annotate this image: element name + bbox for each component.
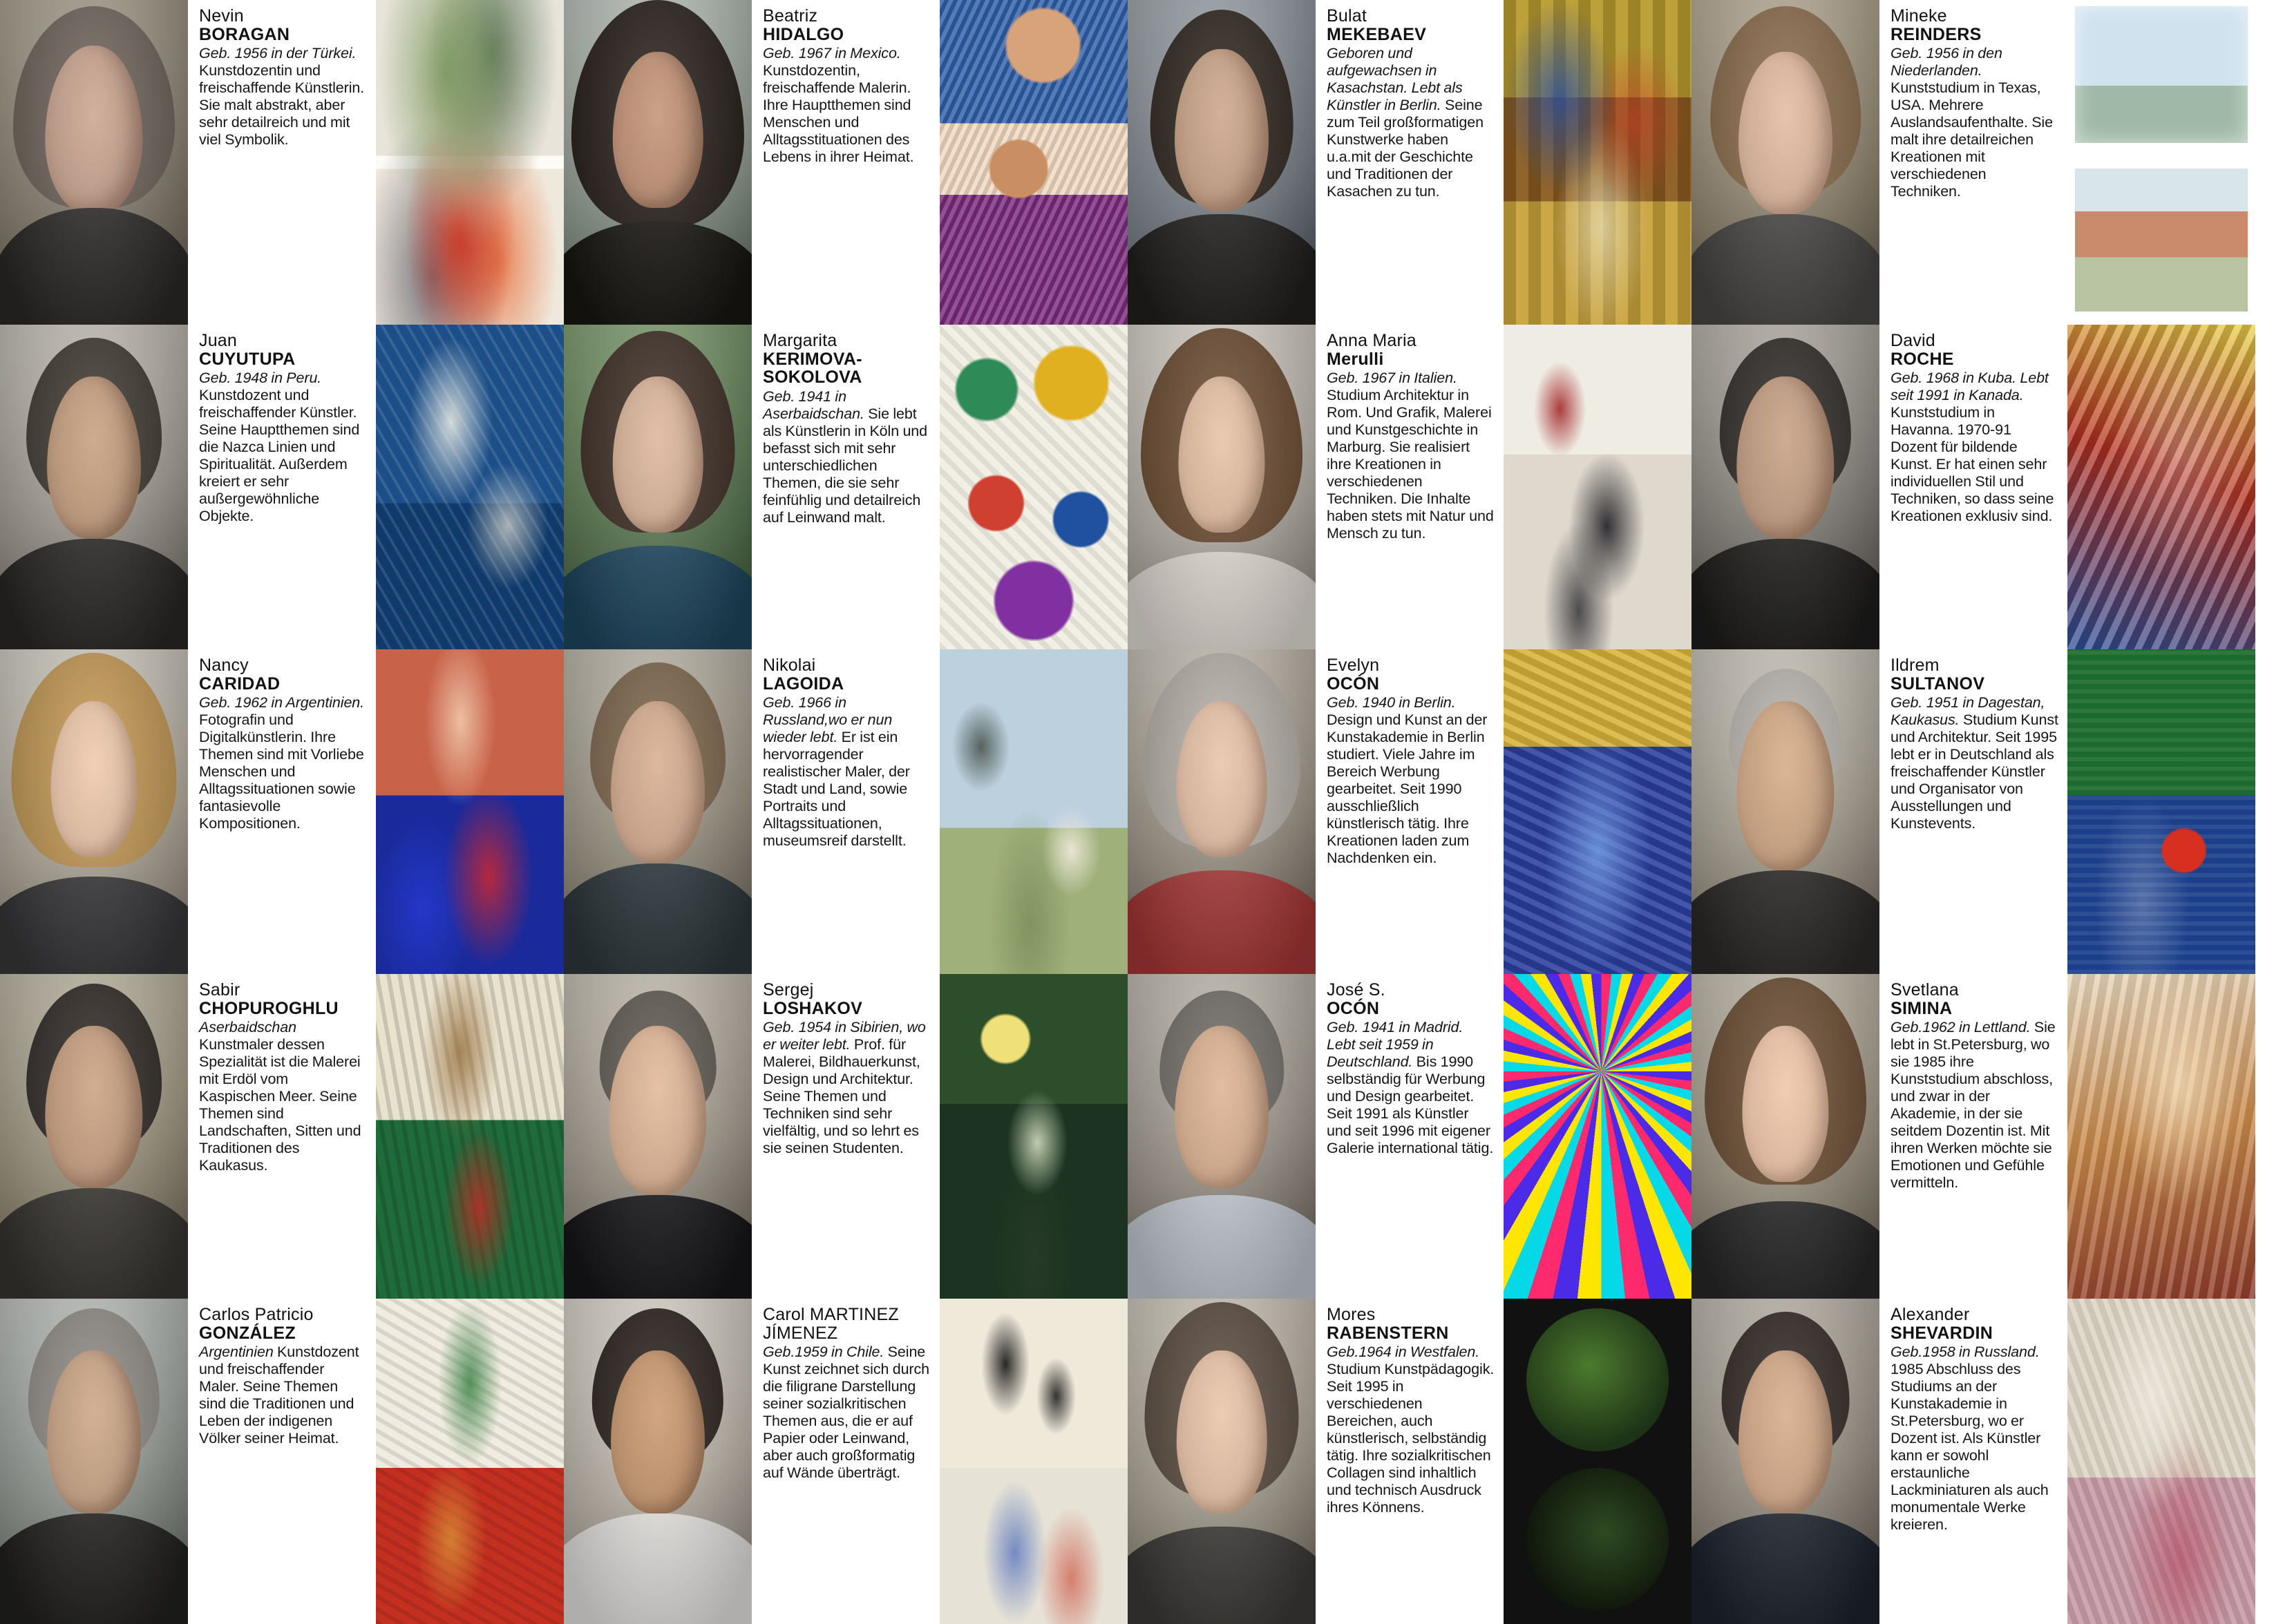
artist-entry-13 [752, 974, 940, 1299]
artwork-graphic-black-shapes [940, 1299, 1128, 1624]
artist-bio: Geb.1959 in Chile. Seine Kunst zeichnet sich durch die filigrane Darstellung seiner sozialkritischen Themen aus, die er auf Papier oder Leinwand, aber auch großformatig auf Wände überträgt. [763, 1344, 929, 1482]
artwork-cubist-figure-interior [1504, 0, 1692, 325]
portrait-ildrem-sultanov [1692, 649, 1879, 974]
artist-bio: Geb. 1968 in Kuba. Lebt seit 1991 in Kanada. Kunststudium in Havanna. 1970-91 Dozent für bildende Kunst. Er hat einen sehr individuellen Stil und Techniken, so dass seine Kreationen exklusiv sind. [1891, 370, 2054, 525]
artist-bio: Geb. 1941 in Aserbaidschan. Sie lebt als Künstlerin in Köln und befasst sich mit sehr unterschiedlichen Themen, die sie sehr feinfühlig und detailreich auf Leinwand malt. [763, 388, 928, 526]
artist-name: José S. OCÓN [1327, 980, 1385, 1018]
artist-entry-14 [1316, 974, 1504, 1299]
artwork-horsemen-ornament [376, 974, 564, 1299]
portrait-jose-s-ocon [1128, 974, 1316, 1299]
artist-bio: Geb. 1940 in Berlin. Design und Kunst an der Kunstakademie in Berlin studiert. Viele Jahre im Bereich Werbung gearbeitet. Seit 1990 ausschließlich künstlerisch tätig. Ihre Kreationen laden zum Nachdenken ein. [1327, 694, 1488, 867]
artist-bio: Geb. 1951 in Dagestan, Kaukasus. Studium Kunst und Architektur. Seit 1995 lebt er in Deutschland als freischaffender Künstler und Organisator von Ausstellungen und Kunstevents. [1891, 694, 2058, 832]
artwork-abstract-landscape-pair [376, 0, 564, 325]
portrait-sabir-chopuroghlu [0, 974, 188, 1299]
portrait-mores-rabenstern [1128, 1299, 1316, 1624]
artist-bio: Geb. 1966 in Russland,wo er nun wieder lebt. Er ist ein hervorragender realistischer Maler, der Stadt und Land, sowie Portraits und Alltagssituationen, museumsreif darstellt. [763, 694, 910, 850]
artist-name: Svetlana SIMINA [1891, 980, 1959, 1018]
portrait-beatriz-hidalgo [564, 0, 752, 325]
artist-name: Anna Maria Merulli [1327, 331, 1416, 369]
artist-name: Carlos Patricio GONZÁLEZ [199, 1305, 314, 1343]
artwork-indigenous-women [940, 0, 1128, 325]
artist-name: Alexander SHEVARDIN [1891, 1305, 1993, 1343]
artist-entry-2 [1316, 0, 1504, 325]
artist-entry-1 [752, 0, 940, 325]
artwork-dark-sculptural-objects [1504, 325, 1692, 649]
portrait-nancy-caridad [0, 649, 188, 974]
artist-bio: Geb.1958 in Russland. 1985 Abschluss des Studiums an der Kunstakademie in St.Petersburg, wo er Dozent ist. Als Künstler kann er sowohl erstaunliche Lackminiaturen als auch monumentale Werke kreieren. [1891, 1344, 2049, 1534]
artist-entry-3 [1879, 0, 2067, 325]
portrait-svetlana-simina [1692, 974, 1879, 1299]
artist-name: David ROCHE [1891, 331, 1954, 369]
artist-entry-12 [188, 974, 376, 1299]
artist-bio: Geb. 1956 in den Niederlanden. Kunststudium in Texas, USA. Mehrere Auslandsaufenthalte. Sie malt ihre detailreichen Kreationen mit verschiedenen Techniken. [1891, 45, 2053, 200]
artist-entry-5 [752, 325, 940, 649]
artist-bio: Geb. 1967 in Italien. Studium Architektur in Rom. Und Grafik, Malerei und Kunstgeschichte in Marburg. Sie realisiert ihre Kreationen in verschiedenen Techniken. Die Inhalte haben stets mit Natur und Mensch zu tun. [1327, 370, 1494, 542]
artist-name: Mores RABENSTERN [1327, 1305, 1449, 1343]
artist-entry-4 [188, 325, 376, 649]
artwork-round-nature-collages [1504, 1299, 1692, 1624]
artist-bio: Geb. 1941 in Madrid. Lebt seit 1959 in Deutschland. Bis 1990 selbständig für Werbung und Design gearbeitet. Seit 1991 als Künstler und seit 1996 mit eigener Galerie international tätig. [1327, 1019, 1494, 1157]
portrait-nikolai-lagoida [564, 649, 752, 974]
artwork-figures-red-blue [376, 649, 564, 974]
portrait-evelyn-ocon [1128, 649, 1316, 974]
artist-name: Sergej LOSHAKOV [763, 980, 863, 1018]
artist-entry-0 [188, 0, 376, 325]
artist-entry-19 [1879, 1299, 2067, 1624]
artist-bio: Aserbaidschan Kunstmaler dessen Spezialität ist die Malerei mit Erdöl vom Kaspischen Meer. Seine Themen sind Landschaften, Sitten und Traditionen des Kaukasus. [199, 1019, 361, 1174]
artist-bio: Geb.1964 in Westfalen. Studium Kunstpädagogik. Seit 1995 in verschiedenen Bereichen, auch künstlerisch, selbständig tätig. Ihre sozialkritischen Collagen sind inhaltlich und technisch Ausdruck ihres Könnens. [1327, 1344, 1495, 1516]
portrait-alexander-shevardin [1692, 1299, 1879, 1624]
artist-entry-15 [1879, 974, 2067, 1299]
artist-entry-8 [188, 649, 376, 974]
artwork-figure-green-red [376, 1299, 564, 1624]
portrait-anna-maria-merulli [1128, 325, 1316, 649]
artist-bio: Geb. 1954 in Sibirien, wo er weiter lebt. Prof. für Malerei, Bildhauerkunst, Design und Architektur. Seine Themen und Techniken sind sehr vielfältig, und so lehrt es sie seinen Studenten. [763, 1019, 926, 1157]
artwork-warm-abstract-flow [2067, 974, 2255, 1299]
artist-name: Margarita KERIMOVA-SOKOLOVA [763, 331, 862, 387]
artist-name: Sabir CHOPUROGHLU [199, 980, 339, 1018]
portrait-nevin-boragan [0, 0, 188, 325]
artist-bio: Geb. 1962 in Argentinien. Fotografin und Digitalkünstlerin. Ihre Themen sind mit Vorliebe Menschen und Alltagssituationen sowie fantasievolle Kompositionen. [199, 694, 365, 832]
artwork-watercolor-houses [2067, 0, 2255, 325]
artist-name: Mineke REINDERS [1891, 6, 1982, 44]
artwork-vivid-abstract-strokes [2067, 325, 2255, 649]
artist-entry-10 [1316, 649, 1504, 974]
portrait-margarita-kerimova-sokolova [564, 325, 752, 649]
artist-entry-7 [1879, 325, 2067, 649]
artist-bio: Geb.1962 in Lettland. Sie lebt in St.Petersburg, wo sie 1985 ihre Kunststudium abschloss, und zwar in der Akademie, in der sie seitdem Dozentin ist. Mit ihren Werken möchte sie Emotionen und Gefühle vermitteln. [1891, 1019, 2056, 1192]
artist-entry-18 [1316, 1299, 1504, 1624]
artwork-colorful-patchwork [940, 325, 1128, 649]
artist-bio: Geb. 1948 in Peru. Kunstdozent und freischaffender Künstler. Seine Hauptthemen sind die Nazca Linien und Spiritualität. Außerdem kreiert er sehr außergewöhnliche Objekte. [199, 370, 360, 525]
artwork-blue-abstract-panels [1504, 649, 1692, 974]
artwork-pastel-abstract [2067, 1299, 2255, 1624]
portrait-juan-cuyutupa [0, 325, 188, 649]
portrait-carlos-patricio-gonzalez [0, 1299, 188, 1624]
artwork-neon-spiral-digital [1504, 974, 1692, 1299]
artwork-bird-moon [940, 974, 1128, 1299]
artist-bio: Geb. 1967 in Mexico. Kunstdozentin, freischaffende Malerin. Ihre Hauptthemen sind Menschen und Alltagsstituationen des Lebens in ihrer Heimat. [763, 45, 914, 166]
artist-entry-9 [752, 649, 940, 974]
artist-name: Nevin BORAGAN [199, 6, 290, 44]
artist-name: Nancy CARIDAD [199, 656, 281, 694]
artist-name: Evelyn OCÓN [1327, 656, 1380, 694]
artist-name: Juan CUYUTUPA [199, 331, 296, 369]
portrait-sergej-loshakov [564, 974, 752, 1299]
artist-entry-17 [752, 1299, 940, 1624]
artwork-blue-nazca-abstract [376, 325, 564, 649]
artist-name: Carol MARTINEZ JÍMENEZ [763, 1305, 899, 1343]
artist-entry-11 [1879, 649, 2067, 974]
artwork-green-panel-red-sphere [2067, 649, 2255, 974]
artist-bio: Geboren und aufgewachsen in Kasachstan. Lebt als Künstler in Berlin. Seine zum Teil großformatigen Kunstwerke haben u.a.mit der Geschichte und Traditionen der Kasachen zu tun. [1327, 45, 1484, 200]
portrait-mineke-reinders [1692, 0, 1879, 325]
artist-bio: Geb. 1956 in der Türkei. Kunstdozentin und freischaffende Künstlerin. Sie malt abstrakt, aber sehr detailreich und mit viel Symbolik. [199, 45, 365, 149]
portrait-david-roche [1692, 325, 1879, 649]
artist-bio: Argentinien Kunstdozent und freischaffender Maler. Seine Themen sind die Traditionen und Leben der indigenen Völker seiner Heimat. [199, 1344, 359, 1447]
artist-entry-16 [188, 1299, 376, 1624]
artist-name: Nikolai LAGOIDA [763, 656, 844, 694]
artwork-church-village-scene [940, 649, 1128, 974]
portrait-carol-martinez-jimenez [564, 1299, 752, 1624]
artist-entry-6 [1316, 325, 1504, 649]
portrait-bulat-mekebaev [1128, 0, 1316, 325]
artist-name: Ildrem SULTANOV [1891, 656, 1985, 694]
artist-name: Beatriz HIDALGO [763, 6, 844, 44]
artist-name: Bulat MEKEBAEV [1327, 6, 1427, 44]
